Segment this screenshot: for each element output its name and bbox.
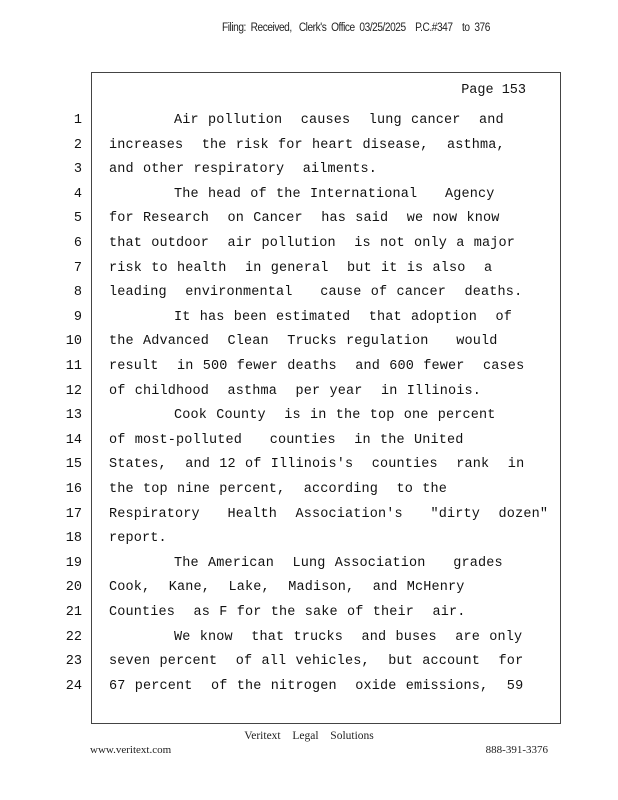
transcript-line [0, 531, 618, 555]
line-number: 6 [73, 236, 82, 251]
line-text: leading environmental cause of cancer deaths. [109, 285, 523, 301]
line-number: 12 [65, 383, 82, 399]
line-number: 7 [73, 260, 82, 276]
line-text: report. [109, 531, 167, 547]
line-text: the Advanced Clean Trucks regulation would [109, 334, 498, 350]
line-text: The American Lung Association grades [174, 555, 503, 571]
transcript-line [0, 310, 618, 334]
filing-stamp-header: Filing: Received, Clerk's Office 03/25/2025 P.C.#347 to 376 [222, 22, 490, 34]
line-number: 16 [65, 482, 82, 497]
line-text: of childhood asthma per year in Illinois. [109, 383, 482, 399]
line-text: that outdoor air pollution is not only a major [109, 236, 516, 251]
line-text: Counties as F for the sake of their air. [109, 605, 466, 620]
line-number: 5 [73, 211, 82, 227]
line-number: 22 [65, 629, 82, 645]
line-number: 10 [65, 334, 82, 350]
transcript-line [0, 482, 618, 506]
transcript-line [0, 580, 618, 604]
footer-website: www.veritext.com [90, 744, 172, 756]
transcript-line [0, 433, 618, 457]
line-text: the top nine percent, according to the [109, 482, 448, 497]
line-text: 67 percent of the nitrogen oxide emissions, 59 [109, 678, 524, 694]
transcript-line [0, 605, 618, 629]
transcript-line [0, 630, 618, 654]
transcript-line [0, 384, 618, 408]
transcript-line [0, 457, 618, 481]
line-text: of most-polluted counties in the United [109, 432, 464, 448]
line-number: 19 [65, 555, 82, 571]
line-number: 2 [73, 137, 82, 153]
line-number: 11 [65, 359, 82, 374]
page-number: Page 153 [461, 83, 526, 98]
transcript-line [0, 679, 618, 703]
line-number: 15 [65, 457, 82, 473]
line-text: States, and 12 of Illinois's counties rank in [109, 457, 525, 473]
line-text: The head of the International Agency [174, 186, 495, 202]
transcript-line [0, 359, 618, 383]
transcript-line [0, 211, 618, 235]
line-number: 24 [65, 678, 82, 694]
line-number: 8 [73, 285, 82, 301]
line-number: 14 [65, 432, 82, 448]
line-number: 17 [65, 506, 82, 522]
transcript-line [0, 236, 618, 260]
line-text: Cook, Kane, Lake, Madison, and McHenry [109, 580, 465, 596]
transcript-line [0, 654, 618, 678]
line-text: Respiratory Health Association's "dirty dozen" [109, 506, 549, 522]
line-text: increases the risk for heart disease, asthma, [109, 137, 505, 153]
line-number: 18 [65, 531, 82, 547]
line-text: Air pollution causes lung cancer and [174, 113, 504, 128]
line-number: 9 [73, 309, 82, 325]
transcript-line [0, 261, 618, 285]
transcript-line [0, 162, 618, 186]
transcript-line [0, 556, 618, 580]
footer-phone: 888-391-3376 [485, 744, 548, 756]
line-text: It has been estimated that adoption of [174, 309, 513, 325]
line-number: 20 [65, 580, 82, 596]
line-number: 21 [65, 605, 82, 620]
line-number: 23 [65, 654, 82, 670]
footer-company-name: Veritext Legal Solutions [244, 730, 374, 742]
line-number: 4 [73, 186, 82, 202]
line-text: risk to health in general but it is also a [109, 260, 493, 276]
line-number: 13 [65, 408, 82, 424]
transcript-line [0, 408, 618, 432]
transcript-line [0, 138, 618, 162]
transcript-line [0, 507, 618, 531]
transcript-line [0, 285, 618, 309]
line-text: We know that trucks and buses are only [174, 629, 523, 645]
line-text: seven percent of all vehicles, but account for [109, 654, 524, 670]
line-text: result in 500 fewer deaths and 600 fewer cases [109, 359, 525, 374]
line-text: Cook County is in the top one percent [174, 408, 496, 424]
line-text: for Research on Cancer has said we now know [109, 211, 500, 227]
line-number: 3 [73, 162, 82, 178]
transcript-line [0, 187, 618, 211]
line-text: and other respiratory ailments. [109, 162, 378, 178]
line-number: 1 [73, 113, 82, 128]
transcript-line [0, 334, 618, 358]
transcript-line [0, 113, 618, 137]
